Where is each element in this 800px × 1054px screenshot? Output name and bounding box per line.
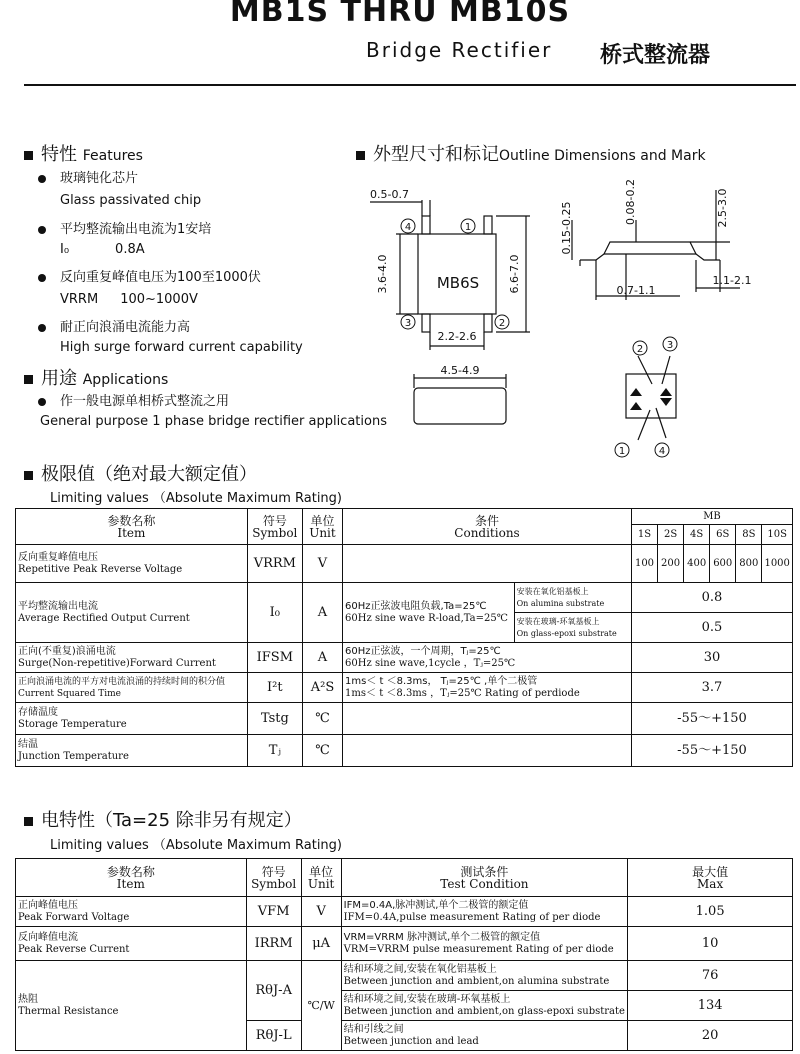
header-symbol: 符号 Symbol: [246, 859, 301, 897]
condition-cell: VRM=VRRM 脉冲测试,单个二极管的额定值 VRM=VRRM pulse measurement Rating of per diode: [341, 927, 628, 961]
bullet-square-icon: [24, 471, 33, 480]
table-row: [16, 897, 793, 927]
dim-label: 1.1-2.1: [712, 274, 752, 287]
symbol-cell: VRRM: [247, 545, 302, 583]
page-subtitle-cn: 桥式整流器: [600, 43, 711, 68]
value-cell: 0.8: [631, 583, 792, 613]
outline-drawing: [340, 170, 780, 460]
lead: [422, 216, 430, 234]
value-cell: 0.5: [631, 613, 792, 643]
param-cell: 正向峰值电压 Peak Forward Voltage: [16, 897, 247, 927]
value-cell: 400: [684, 545, 710, 583]
table-row: [16, 545, 793, 583]
param-cell: 存储温度 Storage Temperature: [16, 703, 248, 735]
bullet-square-icon: [24, 817, 33, 826]
header-rule: [24, 84, 796, 86]
symbol-cell: RθJ-A: [246, 961, 301, 1021]
dim-label: 3.6-4.0: [376, 254, 389, 294]
sub-condition-cell: 安装在玻璃-环氧基板上 On glass-epoxi substrate: [514, 613, 631, 643]
unit-cell: μA: [301, 927, 341, 961]
feature-item-en: High surge forward current capability: [60, 340, 303, 355]
unit-cell: A: [302, 583, 342, 643]
bullet-dot-icon: [38, 324, 46, 332]
condition-cell: 1ms＜ t ＜8.3ms， Tⱼ=25℃ ,单个二极管 1ms＜ t ＜8.3ms ，Tⱼ=25℃ Rating of perdiode: [343, 673, 632, 703]
application-item: 作一般电源单相桥式整流之用: [38, 390, 229, 409]
feature-item: 反向重复峰值电压为100至1000伏: [38, 266, 261, 285]
header-mb: MB: [631, 509, 792, 525]
symbol-cell: IRRM: [246, 927, 301, 961]
symbol-cell: I₀: [247, 583, 302, 643]
dim-label: 4.5-4.9: [440, 364, 480, 377]
type-cell: 6S: [710, 525, 736, 545]
header-symbol: 符号 Symbol: [247, 509, 302, 545]
electrical-table: [15, 858, 793, 1051]
dim-label: 2.5-3.0: [716, 188, 729, 228]
page-subtitle: Bridge Rectifier: [366, 38, 553, 62]
type-cell: 10S: [762, 525, 793, 545]
value-cell: 76: [628, 961, 793, 991]
param-cell: 反向峰值电流 Peak Reverse Current: [16, 927, 247, 961]
symbol-cell: Tⱼ: [247, 735, 302, 767]
table-row: [16, 927, 793, 961]
feature-item-en: Glass passivated chip: [60, 193, 202, 208]
electrical-heading: 电特性（Ta=25 除非另有规定）: [24, 806, 302, 832]
header-param: 参数名称 Item: [16, 509, 248, 545]
symbol-cell: I²t: [247, 673, 302, 703]
header-conditions: 条件 Conditions: [343, 509, 632, 545]
feature-item: 耐正向浪涌电流能力高: [38, 316, 190, 335]
lead: [422, 314, 430, 332]
pin-label: 1: [618, 446, 626, 457]
dim-label: 6.6-7.0: [508, 254, 521, 294]
pin-label: 3: [404, 318, 412, 329]
electrical-subheading: Limiting values （Absolute Maximum Rating): [50, 838, 342, 853]
header-param: 参数名称 Item: [16, 859, 247, 897]
dim-label: 0.08-0.2: [624, 179, 637, 225]
bullet-dot-icon: [38, 274, 46, 282]
symbol-cell: VFM: [246, 897, 301, 927]
value-cell: 134: [628, 991, 793, 1021]
condition-cell: [343, 703, 632, 735]
symbol-cell: Tstg: [247, 703, 302, 735]
bullet-dot-icon: [38, 398, 46, 406]
header-conditions: 测试条件 Test Condition: [341, 859, 628, 897]
pin-label: 2: [636, 344, 644, 355]
type-cell: 1S: [631, 525, 657, 545]
unit-cell: V: [301, 897, 341, 927]
header-max: 最大值 Max: [628, 859, 793, 897]
table-row: [16, 673, 793, 703]
bullet-dot-icon: [38, 226, 46, 234]
lead: [484, 314, 492, 332]
param-cell: 结温 Junction Temperature: [16, 735, 248, 767]
dim-label: 0.15-0.25: [560, 201, 573, 255]
part-mark: MB6S: [436, 274, 480, 292]
value-cell: 1.05: [628, 897, 793, 927]
symbol-cell: RθJ-L: [246, 1021, 301, 1051]
bullet-square-icon: [356, 151, 365, 160]
table-row: [16, 735, 793, 767]
type-cell: 8S: [736, 525, 762, 545]
value-cell: 800: [736, 545, 762, 583]
condition-cell: IFM=0.4A,脉冲测试,单个二极管的额定值 IFM=0.4A,pulse measurement Rating of per diode: [341, 897, 628, 927]
dim-label: 2.2-2.6: [437, 330, 477, 343]
condition-cell: 结和引线之间 Between junction and lead: [341, 1021, 628, 1051]
pin-label: 2: [498, 318, 506, 329]
limiting-table: [15, 508, 793, 767]
value-cell: 10: [628, 927, 793, 961]
condition-cell: [343, 545, 632, 583]
sub-condition-cell: 安装在氧化铝基板上 On alumina substrate: [514, 583, 631, 613]
param-cell: 反向重复峰值电压 Repetitive Peak Reverse Voltage: [16, 545, 248, 583]
table-header-row: [16, 859, 793, 897]
value-cell: 200: [658, 545, 684, 583]
pin-label: 1: [464, 222, 472, 233]
package-side-view: [414, 388, 506, 424]
table-row: [16, 961, 793, 991]
feature-param: VRRM 100~1000V: [60, 292, 198, 307]
value-cell: 100: [631, 545, 657, 583]
dim-label: 0.7-1.1: [616, 284, 656, 297]
feature-item: 玻璃钝化芯片: [38, 167, 138, 186]
applications-heading: 用途 Applications: [24, 364, 168, 390]
condition-cell: 60Hz正弦波电阻负载,Ta=25℃ 60Hz sine wave R-load,Ta=25℃: [343, 583, 515, 643]
limiting-subheading: Limiting values （Absolute Maximum Rating): [50, 491, 342, 506]
features-heading: 特性 Features: [24, 140, 143, 166]
table-row: [16, 643, 793, 673]
feature-item: 平均整流输出电流为1安培: [38, 218, 211, 237]
package-profile: [604, 242, 696, 254]
value-cell: 30: [631, 643, 792, 673]
type-cell: 2S: [658, 525, 684, 545]
param-cell: 正向浪涌电流的平方对电流浪涌的持续时间的积分值 Current Squared Time: [16, 673, 248, 703]
unit-cell: ℃: [302, 703, 342, 735]
param-cell: 正向(不重复)浪涌电流 Surge(Non-repetitive)Forward Current: [16, 643, 248, 673]
header-unit: 单位 Unit: [302, 509, 342, 545]
feature-param: I₀ 0.8A: [60, 242, 145, 257]
unit-cell: A: [302, 643, 342, 673]
unit-cell: ℃: [302, 735, 342, 767]
bullet-square-icon: [24, 375, 33, 384]
value-cell: -55～+150: [631, 703, 792, 735]
bullet-dot-icon: [38, 175, 46, 183]
condition-cell: 结和环境之间,安装在玻璃-环氧基板上 Between junction and ambient,on glass-epoxi substrate: [341, 991, 628, 1021]
table-row: [16, 583, 793, 613]
header-unit: 单位 Unit: [301, 859, 341, 897]
type-cell: 4S: [684, 525, 710, 545]
unit-cell: V: [302, 545, 342, 583]
symbol-cell: IFSM: [247, 643, 302, 673]
pin-label: 4: [658, 446, 666, 457]
condition-cell: 60Hz正弦波，一个周期，Tⱼ=25℃ 60Hz sine wave,1cycle ，Tⱼ=25℃: [343, 643, 632, 673]
limiting-heading: 极限值（绝对最大额定值）: [24, 460, 257, 486]
table-row: [16, 703, 793, 735]
condition-cell: [343, 735, 632, 767]
value-cell: -55～+150: [631, 735, 792, 767]
value-cell: 1000: [762, 545, 793, 583]
application-item-en: General purpose 1 phase bridge rectifier applications: [40, 414, 387, 429]
unit-cell: ℃/W: [301, 961, 341, 1051]
param-cell: 热阻 Thermal Resistance: [16, 961, 247, 1051]
param-cell: 平均整流输出电流 Average Rectified Output Current: [16, 583, 248, 643]
condition-cell: 结和环境之间,安装在氧化铝基板上 Between junction and ambient,on alumina substrate: [341, 961, 628, 991]
table-header-row: [16, 509, 793, 525]
unit-cell: A²S: [302, 673, 342, 703]
page-title: MB1S THRU MB10S: [229, 0, 571, 29]
value-cell: 600: [710, 545, 736, 583]
lead: [484, 216, 492, 234]
value-cell: 20: [628, 1021, 793, 1051]
pin-label: 4: [404, 222, 412, 233]
dim-label: 0.5-0.7: [370, 188, 409, 201]
outline-heading: 外型尺寸和标记Outline Dimensions and Mark: [356, 140, 706, 166]
bullet-square-icon: [24, 151, 33, 160]
pin-label: 3: [666, 340, 674, 351]
value-cell: 3.7: [631, 673, 792, 703]
